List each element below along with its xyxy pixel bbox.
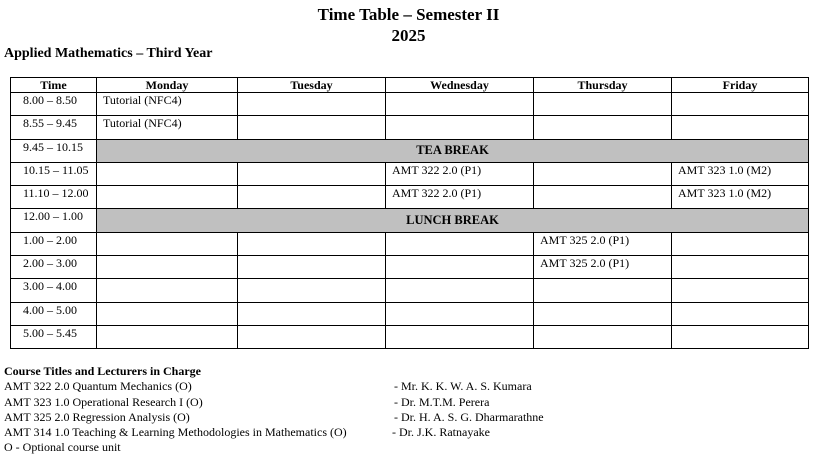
lecturer-name: - Dr. M.T.M. Perera	[394, 394, 490, 409]
cell-tuesday	[238, 116, 386, 139]
time-slot: 5.00 – 5.45	[11, 325, 97, 348]
column-header-monday: Monday	[97, 78, 238, 93]
cell-friday	[672, 116, 809, 139]
cell-monday	[97, 325, 238, 348]
program-subtitle: Applied Mathematics – Third Year	[4, 46, 213, 61]
page-title: Time Table – Semester II	[317, 5, 500, 24]
table-row	[11, 279, 809, 302]
cell-monday	[97, 279, 238, 302]
table-row	[11, 93, 809, 116]
table-row	[11, 302, 809, 325]
lecturer-name: - Mr. K. K. W. A. S. Kumara	[394, 379, 532, 394]
table-row	[11, 186, 809, 209]
cell-thursday	[534, 302, 672, 325]
course-title: AMT 325 2.0 Regression Analysis (O)	[4, 409, 190, 424]
table-row	[11, 232, 809, 255]
cell-wednesday	[386, 279, 534, 302]
cell-wednesday	[386, 325, 534, 348]
course-list	[4, 364, 544, 456]
lecturer-name: - Dr. H. A. S. G. Dharmarathne	[394, 409, 544, 424]
cell-tuesday	[238, 325, 386, 348]
break-cell: TEA BREAK	[97, 139, 809, 162]
cell-friday	[672, 302, 809, 325]
course-title: AMT 314 1.0 Teaching & Learning Methodologies in Mathematics (O)	[4, 425, 347, 440]
cell-tuesday	[238, 279, 386, 302]
cell-monday	[97, 302, 238, 325]
cell-wednesday: AMT 322 2.0 (P1)	[386, 186, 534, 209]
course-item	[4, 379, 532, 394]
column-header-thursday: Thursday	[534, 78, 672, 93]
cell-wednesday	[386, 116, 534, 139]
cell-monday: Tutorial (NFC4)	[97, 93, 238, 116]
cell-thursday	[534, 116, 672, 139]
cell-friday: AMT 323 1.0 (M2)	[672, 186, 809, 209]
cell-thursday	[534, 279, 672, 302]
cell-monday	[97, 162, 238, 185]
time-slot: 8.55 – 9.45	[11, 116, 97, 139]
time-slot: 11.10 – 12.00	[11, 186, 97, 209]
course-list-heading: Course Titles and Lecturers in Charge	[4, 364, 201, 378]
cell-thursday	[534, 186, 672, 209]
cell-wednesday	[386, 93, 534, 116]
course-title: AMT 322 2.0 Quantum Mechanics (O)	[4, 379, 192, 394]
time-slot: 4.00 – 5.00	[11, 302, 97, 325]
column-header-friday: Friday	[672, 78, 809, 93]
cell-thursday	[534, 325, 672, 348]
break-row	[11, 209, 809, 232]
cell-wednesday: AMT 322 2.0 (P1)	[386, 162, 534, 185]
time-slot: 9.45 – 10.15	[11, 139, 97, 162]
table-row	[11, 116, 809, 139]
column-header-tuesday: Tuesday	[238, 78, 386, 93]
timetable-header-row	[11, 78, 809, 93]
column-header-time: Time	[11, 78, 97, 93]
cell-friday	[672, 256, 809, 279]
cell-friday: AMT 323 1.0 (M2)	[672, 162, 809, 185]
column-header-wednesday: Wednesday	[386, 78, 534, 93]
time-slot: 2.00 – 3.00	[11, 256, 97, 279]
cell-thursday: AMT 325 2.0 (P1)	[534, 232, 672, 255]
cell-tuesday	[238, 302, 386, 325]
course-item	[4, 394, 490, 410]
cell-tuesday	[238, 93, 386, 116]
time-slot: 1.00 – 2.00	[11, 232, 97, 255]
break-row	[11, 139, 809, 162]
time-slot: 8.00 – 8.50	[11, 93, 97, 116]
cell-wednesday	[386, 256, 534, 279]
timetable	[10, 77, 809, 349]
cell-tuesday	[238, 256, 386, 279]
table-row	[11, 162, 809, 185]
table-row	[11, 325, 809, 348]
timetable-body	[11, 93, 809, 349]
cell-tuesday	[238, 162, 386, 185]
cell-monday	[97, 256, 238, 279]
table-row	[11, 256, 809, 279]
cell-friday	[672, 279, 809, 302]
cell-tuesday	[238, 186, 386, 209]
break-cell: LUNCH BREAK	[97, 209, 809, 232]
cell-monday: Tutorial (NFC4)	[97, 116, 238, 139]
cell-friday	[672, 232, 809, 255]
lecturer-name: - Dr. J.K. Ratnayake	[392, 425, 490, 440]
cell-wednesday	[386, 232, 534, 255]
cell-thursday	[534, 162, 672, 185]
cell-monday	[97, 232, 238, 255]
course-title: AMT 323 1.0 Operational Research I (O)	[4, 394, 203, 409]
cell-tuesday	[238, 232, 386, 255]
cell-wednesday	[386, 302, 534, 325]
cell-monday	[97, 186, 238, 209]
course-item	[4, 409, 544, 425]
optional-note: O - Optional course unit	[4, 440, 121, 455]
time-slot: 12.00 – 1.00	[11, 209, 97, 232]
cell-thursday	[534, 93, 672, 116]
cell-friday	[672, 93, 809, 116]
time-slot: 10.15 – 11.05	[11, 162, 97, 185]
cell-thursday: AMT 325 2.0 (P1)	[534, 256, 672, 279]
year-title: 2025	[391, 26, 426, 45]
time-slot: 3.00 – 4.00	[11, 279, 97, 302]
cell-friday	[672, 325, 809, 348]
course-item	[4, 425, 490, 440]
